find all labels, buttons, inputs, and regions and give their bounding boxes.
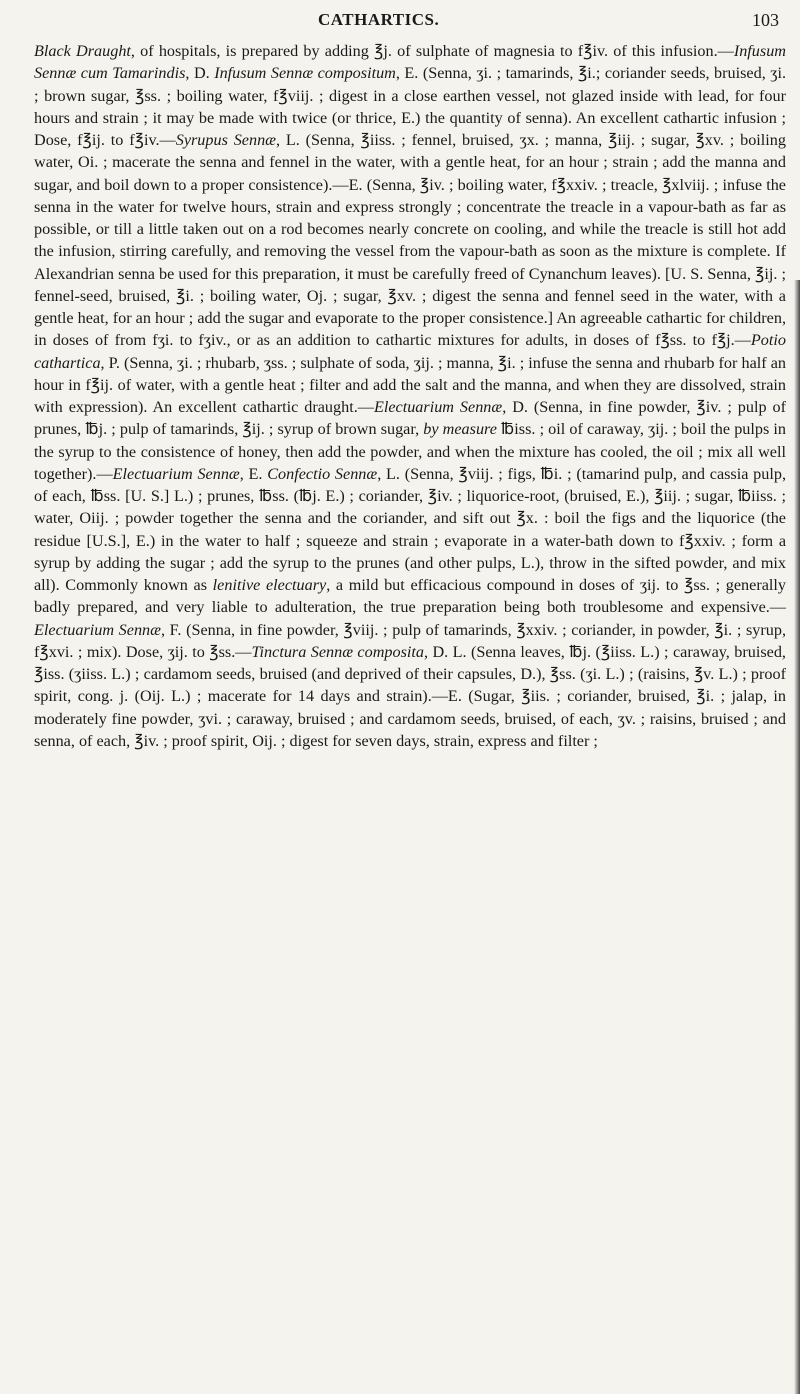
italic-run: Infusum Sennæ cum Tamarindis (34, 42, 786, 83)
page-header (0, 6, 800, 34)
text-run: , D. L. (Senna leaves, ℔j. (℥iiss. L.) ; caraway, bruised, ℥iss. (ʒiiss. L.) ; cardamom seeds, bruised (and deprived of their capsules, D.), ℥ss. (ʒi. L.) ; (raisins, ℥v. L.) ; proof spirit, cong. j. (Oij. L.) ; macerate for 14 days and strain).—E. (Sugar, ℥iis. ; coriander, bruised, ℥i. ; jalap, in moderately fine powder, ʒvi. ; caraway, bruised ; and cardamom seeds, bruised, of each, ʒv. ; raisins, bruised ; and senna, of each, ℥iv. ; proof spirit, Oij. ; digest for seven days, strain, express and filter ; (34, 642, 786, 750)
italic-run: by measure (423, 420, 497, 439)
text-run: , D. (185, 64, 215, 83)
italic-run: Electuarium Sennæ (373, 398, 503, 416)
text-run: , a mild but efficacious compound in doses of ʒij. to ℥ss. ; generally badly prepared, and very liable to adulteration, the true preparation being both troublesome and expensive.— (34, 576, 787, 617)
text-run: ℔iss. ; oil of caraway, ʒij. ; boil the pulps in the syrup to the consistence of honey, then add the powder, and when the mixture has cooled, the oil ; mix all well together).— (34, 420, 787, 483)
text-run: , P. (Senna, ʒi. ; rhubarb, ʒss. ; sulphate of soda, ʒij. ; manna, ℥i. ; infuse the senna and rhubarb for half an hour in f℥ij. of water, with a gentle heat ; filter and add the salt and the manna, and when they are dissolved, strain with expression). An excellent cathartic draught.— (34, 353, 786, 416)
page-edge-shadow (794, 280, 800, 1394)
text-run: , L. (Senna, ℥viij. ; figs, ℔i. ; (tamarind pulp, and cassia pulp, of each, ℔ss. [U. S.] L.) ; prunes, ℔ss. (℔j. E.) ; coriander, ℥iv. ; liquorice-root, (bruised, E.), ℥iij. ; sugar, ℔iiss. ; water, Oiij. ; powder together the senna and the coriander, and sift out ℥x. : boil the figs and the liquorice (the residue [U.S.], E.) in the water to half ; squeeze and strain ; evaporate in a water-bath down to f℥xxiv. ; form a syrup by adding the sugar ; add the syrup to the prunes (and other pulps, L.), throw in the sifted powder, and mix all). Commonly known as (34, 464, 786, 594)
body-paragraph (34, 40, 786, 752)
text-run: , F. (Senna, in fine powder, ℥viij. ; pulp of tamarinds, ℥xxiv. ; coriander, in powder, ℥i. ; syrup, f℥xvi. ; mix). Dose, ʒij. to ℥ss.— (34, 620, 786, 661)
text-run: , E. (Senna, ʒi. ; tamarinds, ℥i.; coriander seeds, bruised, ʒi. ; brown sugar, ℥ss. ; boiling water, f℥viij. ; digest in a close earthen vessel, not glazed inside with lead, for four hours and strain ; it may be made with twice (or thrice, E.) the quantity of senna). An excellent cathartic infusion ; Dose, f℥ij. to f℥iv.— (34, 64, 786, 149)
italic-run: Confectio Sennæ (267, 464, 378, 483)
italic-run: Electuarium Sennæ (112, 464, 240, 483)
running-head: CATHARTICS. (318, 10, 440, 29)
text-run: , of hospitals, is prepared by adding ℥j. of sulphate of magnesia to f℥iv. of this infusion.— (130, 42, 734, 60)
italic-run: Infusum Sennæ compositum (214, 64, 396, 83)
italic-run: lenitive electuary (212, 576, 327, 594)
text-run: , E. (239, 464, 268, 483)
italic-run: Tinctura Sennæ composita (251, 642, 424, 661)
page-number: 103 (752, 10, 779, 30)
text-run: , D. (Senna, in fine powder, ℥iv. ; pulp of prunes, ℔j. ; pulp of tamarinds, ℥ij. ; syrup of brown sugar, (34, 398, 786, 439)
italic-run: Black Draught (34, 42, 131, 60)
italic-run: Syrupus Sennæ (175, 131, 276, 149)
italic-run: Electuarium Sennæ (34, 620, 161, 639)
text-run: , L. (Senna, ℥iiss. ; fennel, bruised, ʒx. ; manna, ℥iij. ; sugar, ℥xv. ; boiling water, Oi. ; macerate the senna and fennel in the water, with a gentle heat, for an hour ; strain ; add the manna and sugar, and boil down to a proper consistence).—E. (Senna, ℥iv. ; boiling water, f℥xxiv. ; treacle, ℥xlviij. ; infuse the senna in the water for twelve hours, strain and express strongly ; concentrate the treacle in a vapour-bath as far as possible, or till a little taken out on a rod becomes nearly concrete on cooling, and while the treacle is still hot add the infusion, stirring carefully, and removing the vessel from the vapour-bath as soon as the mixture is complete. If Alexandrian senna be used for this preparation, it must be carefully freed of Cynanchum leaves). [U. S. Senna, ℥ij. ; fennel-seed, bruised, ℥i. ; boiling water, Oj. ; sugar, ℥xv. ; digest the senna and fennel seed in the water, with a gentle heat, for an hour ; add the sugar and evaporate to the proper consistence.] An agreeable cathartic for children, in doses of from fʒi. to fʒiv., or as an addition to cathartic mixtures for adults, in doses of f℥ss. to f℥j.— (34, 131, 786, 350)
italic-run: Potio cathartica (34, 331, 786, 372)
